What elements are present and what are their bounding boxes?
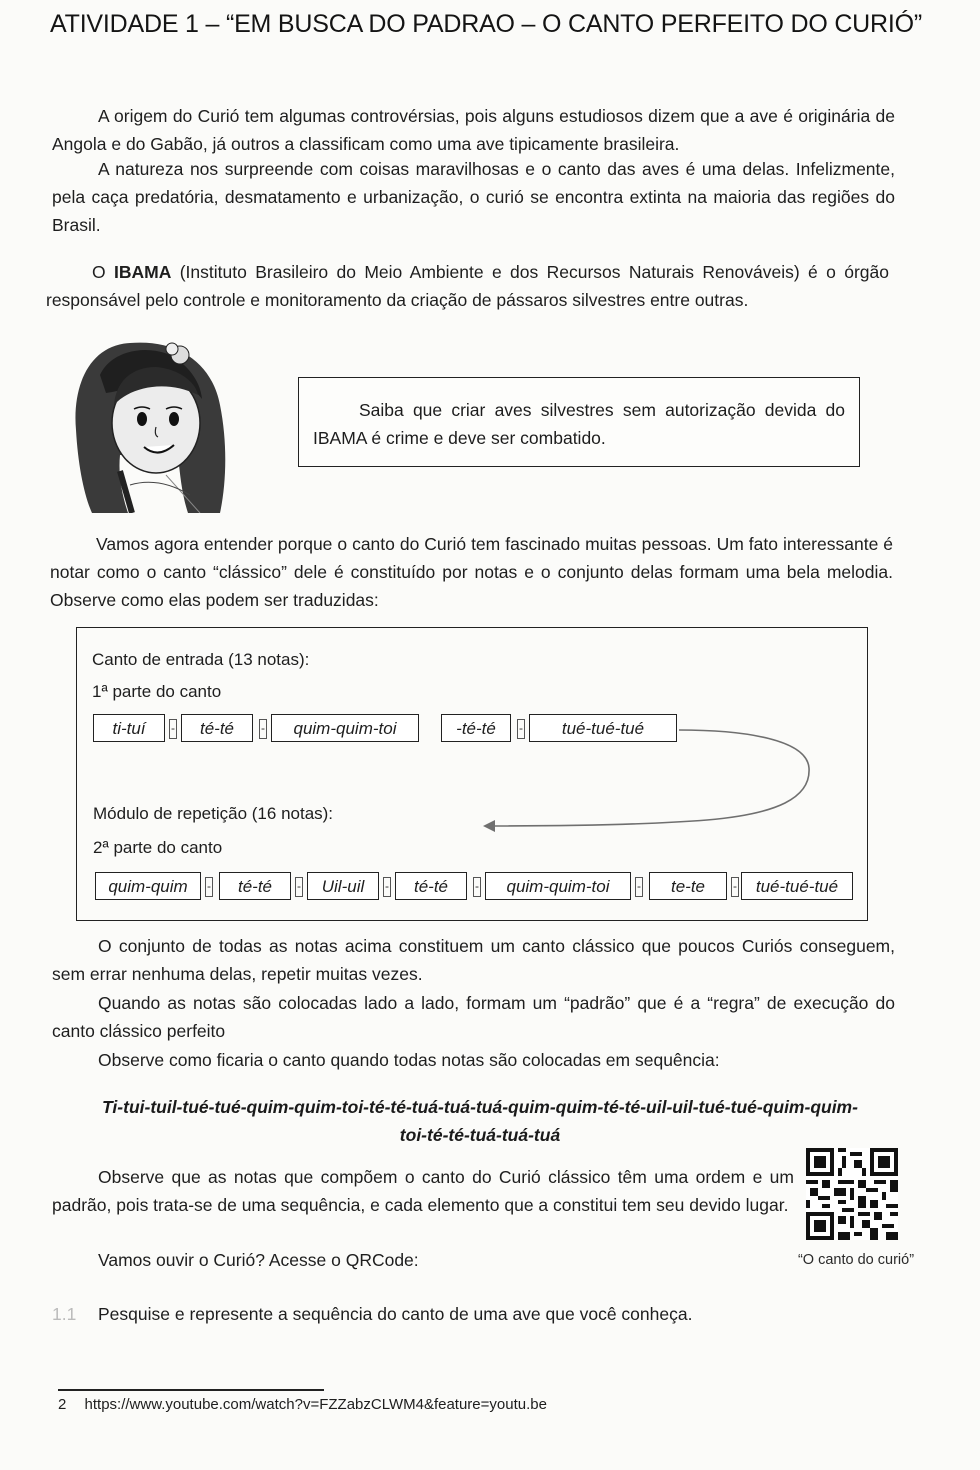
paragraph-understand-text: Vamos agora entender porque o canto do Curió tem fascinado muitas pessoas. Um fato interessante é notar como o canto “clássico” dele é constituído por notas e o conjunto delas formam uma bela melodia. Observe como elas podem ser traduzidas: xyxy=(50,534,893,610)
page-title: ATIVIDADE 1 – “EM BUSCA DO PADRAO – O CANTO PERFEITO DO CURIÓ” xyxy=(50,10,923,38)
ibama-acronym: IBAMA xyxy=(114,262,172,282)
note-separator: - xyxy=(473,877,481,897)
paragraph-observe-sequence-text: Observe como ficaria o canto quando todas notas são colocadas em sequência: xyxy=(98,1050,720,1070)
note-separator: - xyxy=(383,877,391,897)
note-separator: - xyxy=(169,719,177,739)
part2-note-1: quim-quim xyxy=(95,872,201,900)
paragraph-set-of-notes-text: O conjunto de todas as notas acima constituem um canto clássico que poucos Curiós conseguem, sem errar nenhuma delas, repetir muitas vezes. xyxy=(52,936,895,984)
paragraph-ibama xyxy=(46,258,889,314)
paragraph-observe-order xyxy=(52,1163,794,1219)
paragraph-ibama-lead: O xyxy=(92,262,106,282)
paragraph-nature xyxy=(52,155,895,239)
note-separator: - xyxy=(731,877,739,897)
part1-note-1: ti-tuí xyxy=(93,714,165,742)
notice-text-content: Saiba que criar aves silvestres sem autorização devida do IBAMA é crime e deve ser combatido. xyxy=(313,400,845,448)
part1-note-2: té-té xyxy=(181,714,253,742)
notice-text xyxy=(313,396,845,452)
part1-note-3: quim-quim-toi xyxy=(271,714,419,742)
notice-box xyxy=(298,377,860,467)
part2-label: 2ª parte do canto xyxy=(93,838,223,857)
paragraph-ibama-text: (Instituto Brasileiro do Meio Ambiente e dos Recursos Naturais Renováveis) é o órgão responsável pelo controle e monitoramento da criação de pássaros silvestres entre outras. xyxy=(46,262,889,310)
paragraph-observe-sequence xyxy=(52,1046,895,1074)
part2-note-3: Uil-uil xyxy=(307,872,379,900)
paragraph-set-of-notes xyxy=(52,932,895,988)
paragraph-origin-text: A origem do Curió tem algumas controvérsias, pois alguns estudiosos dizem que a ave é originária de Angola e do Gabão, já outros a classificam como uma ave tipicamente brasileira. xyxy=(52,106,895,154)
part1-note-4: -té-té xyxy=(441,714,511,742)
note-separator: - xyxy=(295,877,303,897)
research-question: 1.1 Pesquise e represente a sequência do canto de uma ave que você conheça. xyxy=(52,1304,693,1324)
footnote xyxy=(58,1396,547,1413)
song-sequence-text: Ti-tui-tuil-tué-tué-quim-quim-toi-té-té-tuá-tuá-tuá-quim-quim-té-té-uil-uil-tué-tué-quim-quim-toi-té-té-tuá-tuá-tuá xyxy=(102,1097,858,1145)
note-separator: - xyxy=(205,877,213,897)
part1-label: 1ª parte do canto xyxy=(92,682,222,701)
part2-note-7: tué-tué-tué xyxy=(741,872,853,900)
research-question-text: Pesquise e represente a sequência do canto de uma ave que você conheça. xyxy=(98,1304,693,1324)
girl-illustration xyxy=(70,335,230,513)
note-separator: - xyxy=(517,719,525,739)
note-separator: - xyxy=(635,877,643,897)
paragraph-origin xyxy=(52,102,895,158)
part1-note-5: tué-tué-tué xyxy=(529,714,677,742)
paragraph-side-by-side xyxy=(52,989,895,1045)
footnote-number: 2 xyxy=(58,1396,67,1413)
paragraph-understand xyxy=(50,530,893,614)
part2-note-6: te-te xyxy=(649,872,727,900)
part2-note-4: té-té xyxy=(395,872,467,900)
paragraph-observe-order-text: Observe que as notas que compõem o canto do Curió clássico têm uma ordem e um padrão, pois trata-se de uma sequência, e cada elemento que a constitui tem seu devido lugar. xyxy=(52,1167,794,1215)
qr-code-icon[interactable] xyxy=(806,1148,898,1240)
entry-song-label: Canto de entrada (13 notas): xyxy=(92,650,310,669)
song-diagram-box xyxy=(76,627,868,921)
part2-note-5: quim-quim-toi xyxy=(485,872,631,900)
qr-caption: “O canto do curió” xyxy=(797,1252,915,1268)
paragraph-listen-text: Vamos ouvir o Curió? Acesse o QRCode: xyxy=(98,1250,419,1270)
footnote-link[interactable]: https://www.youtube.com/watch?v=FZZabzCLWM4&feature=youtu.be xyxy=(84,1396,547,1413)
repetition-module-label: Módulo de repetição (16 notas): xyxy=(93,804,334,823)
part2-note-2: té-té xyxy=(219,872,291,900)
footnote-divider xyxy=(58,1389,324,1391)
paragraph-nature-text: A natureza nos surpreende com coisas maravilhosas e o canto das aves é uma delas. Infelizmente, pela caça predatória, desmatamento e urbanização, o curió se encontra extinta na maioria das regiões do Brasil. xyxy=(52,159,895,235)
paragraph-side-by-side-text: Quando as notas são colocadas lado a lado, formam um “padrão” que é a “regra” de execução do canto clássico perfeito xyxy=(52,993,895,1041)
repeat-arrow-icon xyxy=(477,718,817,842)
paragraph-listen xyxy=(52,1246,794,1274)
note-separator: - xyxy=(259,719,267,739)
